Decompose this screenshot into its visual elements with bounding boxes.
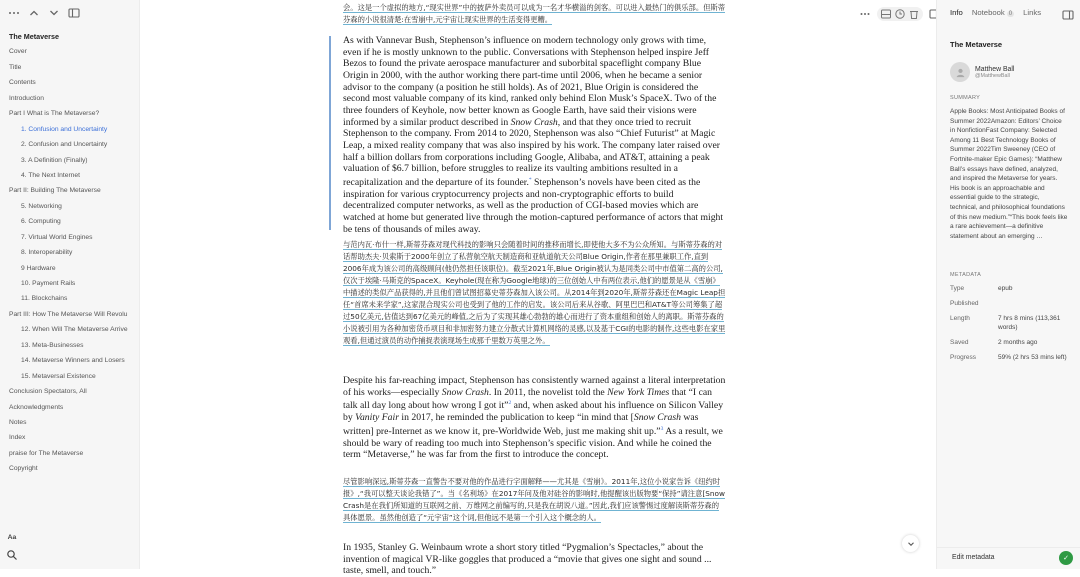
toc-item[interactable]: Contents: [9, 79, 36, 87]
toc-item[interactable]: Conclusion Spectators, All: [9, 388, 87, 396]
tab-info[interactable]: Info: [950, 8, 963, 17]
author-name: Matthew Ball: [975, 65, 1015, 73]
toc-title[interactable]: The Metaverse: [9, 32, 59, 41]
toc-item[interactable]: Part II: Building The Metaverse: [9, 187, 101, 195]
toc-item[interactable]: 1. Confusion and Uncertainty: [21, 125, 108, 133]
translation-text: 会。这是一个虚拟的地方,“现实世界”中的披萨外卖员可以成为一名才华横溢的剑客。可以进入最热门的俱乐部。但斯蒂芬森的小说很清楚:在雪崩中,元宇宙让现实世界的生活变得更糟。: [343, 3, 726, 24]
info-panel: [936, 0, 1080, 569]
metadata-key: Saved: [950, 339, 969, 346]
metadata-value: 7 hrs 8 mins (113,361 words): [998, 315, 1061, 331]
toc-item[interactable]: 11. Blockchains: [21, 295, 68, 303]
metadata-row: [950, 353, 1070, 362]
metadata-row: [950, 284, 1070, 293]
sidebar-toggle-icon[interactable]: [66, 5, 82, 21]
toc-item[interactable]: 15. Metaversal Existence: [21, 372, 96, 380]
avatar: [950, 62, 970, 82]
metadata-value: 2 months ago: [998, 339, 1038, 346]
author: [950, 62, 1014, 82]
toc-item[interactable]: 8. Interoperability: [21, 249, 73, 257]
paragraph: As with Vannevar Bush, Stephenson’s influence on modern technology only grows with time, even if he is mostly unknown to the public. Conversations with Stephenson helped inspire Jeff Bezos to found the private aerospace manufacturer and suborbital spaceflight company Blue Origin in 2000, with the author working there part-time until 2006, when he became a senior advisor to the company (a position he still holds). As of 2021, Blue Origin is considered the second most valuable company of its kind, ranked only behind Elon Musk’s SpaceX. Two of the three founders of Keyhole, now better known as Google Earth, have said their visions were informed by a similar product described in Snow Crash, and that they once tried to recruit Stephenson to the company. From 2014 to 2020, Stephenson was also “Chief Futurist” at Magic Leap, a mixed reality company that was also inspired by his work. The company later raised over half a billion dollars from corporations including Google, Alibaba, and AT&T, attaining a peak valuation of $6.7 billion, before struggles to realize its vaulting ambitions resulted in a recapitalization and the departure of its founder.* Stephenson’s novels have been cited as the inspiration for various cryptocurrency projects and non-cryptographic efforts to build decentralized computer networks, as well as the production of CGI-based movies which are watched at home but generated live through the motion-captured performance of actors that might be tens of thousands of miles away.: [343, 35, 724, 235]
summary-heading: SUMMARY: [950, 95, 981, 101]
toc-item[interactable]: Part III: How The Metaverse Will Revolu: [9, 310, 128, 318]
toc-item[interactable]: 13. Meta-Businesses: [21, 341, 84, 349]
toc-item[interactable]: Copyright: [9, 465, 38, 473]
toc-item[interactable]: 9 Hardware: [21, 264, 56, 272]
translation-block: [343, 476, 726, 524]
reader-pane: [140, 0, 936, 577]
toc-item[interactable]: 10. Payment Rails: [21, 280, 76, 287]
metadata-heading: METADATA: [950, 272, 982, 278]
metadata-list: [950, 284, 1070, 368]
toc-item[interactable]: 2. Confusion and Uncertainty: [21, 141, 108, 149]
metadata-row: [950, 314, 1070, 332]
footnote-link[interactable]: 3: [660, 425, 664, 432]
toc-item[interactable]: Notes: [9, 418, 27, 426]
panel-tabs: [950, 8, 1041, 17]
table-of-contents: [0, 29, 139, 477]
toc-item[interactable]: Index: [9, 434, 26, 442]
toc-item[interactable]: Acknowledgments: [9, 403, 64, 411]
more-options-icon[interactable]: [858, 7, 872, 21]
toc-item[interactable]: 12. When Will The Metaverse Arrive: [21, 326, 128, 334]
metadata-key: Published: [950, 300, 979, 307]
toc-item[interactable]: praise for The Metaverse: [9, 449, 84, 457]
search-icon[interactable]: [6, 549, 18, 561]
chevron-up-icon[interactable]: [26, 5, 42, 21]
tab-notebook[interactable]: Notebook 0: [971, 8, 1013, 17]
translation-text: 尽管影响深远,斯蒂芬森一直警告不要对他的作品进行字面解释——尤其是《雪崩》。2011年,这位小说家告诉《纽约时报》,“我可以整天谈论我错了”。当《名利场》在2017年问及他对硅谷的影响时,他提醒该出版物要“保持”请注意[Snow Crash是在我们所知道的互联网之前、万维网之前编写的,只是我在胡说八道。”因此,我们应该警惕过度解读斯蒂芬森的具体愿景。虽然他创造了“元宇宙”这个词,但他远不是第一个引入这个概念的人。: [343, 477, 725, 522]
tab-links[interactable]: Links: [1023, 8, 1042, 17]
book-title: The Metaverse: [950, 40, 1003, 49]
metadata-key: Length: [950, 315, 970, 322]
notebook-count-badge: 0: [1008, 11, 1013, 17]
edit-metadata-button[interactable]: Edit metadata: [952, 554, 995, 561]
author-handle: @MatthewBall: [975, 72, 1010, 79]
trash-icon[interactable]: [908, 8, 920, 20]
translation-block: [343, 239, 726, 347]
font-settings-button[interactable]: Aa: [7, 533, 17, 541]
footnote-link[interactable]: *: [528, 176, 532, 183]
shield-check-icon[interactable]: ✓: [1059, 551, 1073, 565]
toc-item[interactable]: 6. Computing: [21, 218, 61, 226]
highlight-bar: [329, 36, 331, 230]
metadata-value: epub: [998, 285, 1013, 292]
footnote-link[interactable]: 2: [508, 400, 512, 407]
metadata-key: Progress: [950, 354, 977, 361]
more-icon[interactable]: [6, 5, 22, 21]
sidebar-bottom-tools: [6, 531, 18, 561]
paragraph: In 1935, Stanley G. Weinbaum wrote a short story titled “Pygmalion’s Spectacles,” about the invention of magical VR-like goggles that produced a “movie that gives one sight and sound ... taste, smell, and touch.”: [343, 542, 712, 577]
translation-text: 与范内瓦·布什一样,斯蒂芬森对现代科技的影响只会随着时间的推移而增长,即使他大多不为公众所知。与斯蒂芬森的对话帮助杰夫·贝索斯于2000年创立了私营航空航天制造商和亚轨道航天公司Blue Origin,作者在那里兼职工作,直到2006年成为该公司的高级顾问(他仍然担任该职位)。截至2021年,Blue Origin被认为是同类公司中市值第二高的公司,仅次于埃隆·马斯克的SpaceX。Keyhole(现在称为Google地球)的三位创始人中有两位表示,他们的愿景是从《雪崩》中描述的类似产品获得的,并且他们曾试图招募史蒂芬森加入该公司。从2014年到2020年,斯蒂芬森还在Magic Leap担任“首席未来学家”,这家混合现实公司也受到了他的工作的启发。该公司后来从谷歌、阿里巴巴和AT&T等公司筹集了超过50亿美元,估值达到67亿美元的峰值,之后为了实现其雄心勃勃的雄心而进行了资本重组和创始人的离职。斯蒂芬森的小说被引用为各种加密货币项目和非加密努力建立分散式计算机网络的灵感,以及基于CGI的电影的制作,这些电影在家里观看,但通过演员的动作捕捉表演现场生成那千里数万英里之外。: [343, 240, 726, 345]
toc-item[interactable]: 5. Networking: [21, 202, 62, 210]
toc-item[interactable]: Cover: [9, 48, 27, 56]
chevron-down-icon[interactable]: [46, 5, 62, 21]
sidebar-toolbar: [6, 5, 82, 21]
chevron-down-icon: [906, 539, 916, 549]
metadata-row: [950, 299, 1070, 308]
toc-item[interactable]: Introduction: [9, 94, 44, 102]
reader-toolbar: [858, 7, 942, 21]
user-icon: [955, 67, 966, 78]
metadata-value: 59% (2 hrs 53 mins left): [998, 354, 1067, 361]
toc-item[interactable]: 4. The Next Internet: [21, 171, 80, 179]
translation-block: [343, 2, 726, 26]
reader-actions: [877, 7, 923, 21]
close-panel-icon[interactable]: [1060, 7, 1076, 23]
paragraph: Despite his far-reaching impact, Stephenson has consistently warned against a literal interpretation of his works—especially Snow Crash. In 2011, the novelist told the New York Times that “I can talk all day long about how wrong I got it”$^2$ and, when asked about his influence on Silicon Valley by Vanity Fair in 2017, he reminded the publication to keep “in mind that [Snow Crash was written] pre-Internet as we know it, pre-Worldwide Web, just me making shit up.”$^3$ As a result, we should be wary of reading too much into Stephenson’s specific vision. And while he coined the term “Metaverse,” he was far from the first to introduce the concept.: [343, 375, 726, 461]
archive-icon[interactable]: [880, 8, 892, 20]
metadata-key: Type: [950, 285, 965, 292]
toc-item[interactable]: Part I What is The Metaverse?: [9, 110, 100, 118]
clock-icon[interactable]: [894, 8, 906, 20]
panel-footer: [937, 547, 1080, 569]
scroll-down-button[interactable]: [902, 535, 919, 552]
metadata-row: [950, 338, 1070, 347]
toc-item[interactable]: 14. Metaverse Winners and Losers: [21, 357, 125, 365]
summary-text: Apple Books: Most Anticipated Books of Summer 2022Amazon: Editors’ Choice in NonfictionFast Company: Selected Among 11 Best Technology Books of Summer 2022Tim Sweeney (CEO of Fortnite-maker Epic Games): “Matthew Ball’s essays have defined, analyzed, and inspired the Metaverse for years. His book is an approachable and essential guide to the strategic, technical, and philosophical foundations of this new medium.”“This book feels like a rare achievement—a definitive statement about an emerging …: [950, 108, 1068, 240]
toc-item[interactable]: 3. A Definition (Finally): [21, 156, 88, 164]
toc-item[interactable]: 7. Virtual World Engines: [21, 233, 93, 241]
toc-sidebar: [0, 0, 140, 569]
toc-item[interactable]: Title: [9, 63, 22, 71]
